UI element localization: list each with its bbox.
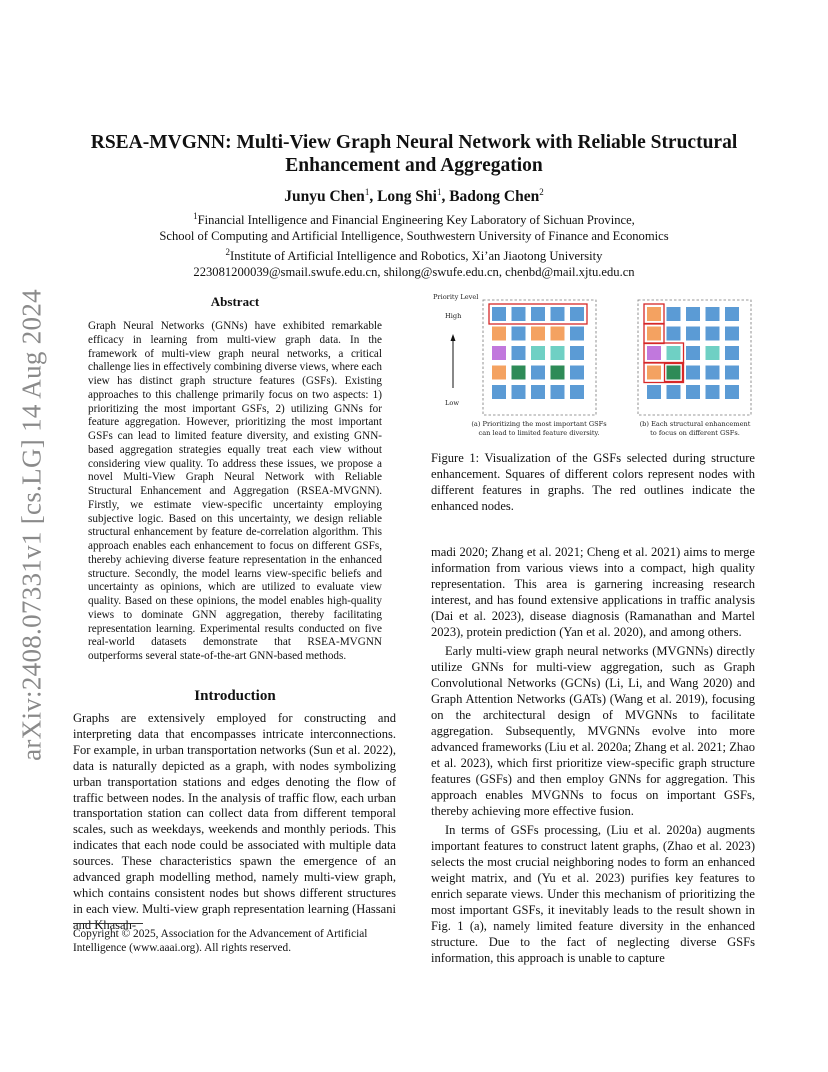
- node-square: [531, 385, 545, 399]
- node-square: [531, 307, 545, 321]
- node-square: [686, 385, 700, 399]
- paragraph: madi 2020; Zhang et al. 2021; Cheng et al. 2021) aims to merge information from various views into a compact, high quality representation. This area is garnering increasing research interest, and has found extensive applications in traffic analysis (Dai et al. 2023), disease diagnosis (Ramanathan and Martel 2023), protein prediction (Yan et al. 2020), and among others.: [431, 545, 755, 639]
- node-square: [725, 346, 739, 360]
- author-name: Junyu Chen: [284, 188, 365, 206]
- node-square: [706, 346, 720, 360]
- paper-title: [60, 131, 768, 177]
- priority-label: Priority Level: [433, 293, 479, 301]
- node-square: [551, 366, 565, 380]
- author-sup: 1: [436, 187, 442, 197]
- node-square: [706, 327, 720, 341]
- node-square: [531, 366, 545, 380]
- node-square: [551, 346, 565, 360]
- subcaption-b: (b) Each structural enhancement: [639, 420, 751, 428]
- abstract-heading: Abstract: [210, 294, 260, 309]
- node-square: [686, 366, 700, 380]
- node-square: [667, 307, 681, 321]
- node-square: [570, 327, 584, 341]
- arxiv-stamp: arXiv:2408.07331v1 [cs.LG] 14 Aug 2024: [16, 289, 47, 761]
- node-square: [570, 307, 584, 321]
- node-square: [570, 346, 584, 360]
- node-square: [512, 307, 526, 321]
- figure-caption: Figure 1: Visualization of the GSFs selected during structure enhancement. Squares of different colors represent nodes with different features in graphs. The red outlines indicate the enhanced nodes.: [431, 451, 755, 513]
- node-square: [686, 327, 700, 341]
- node-square: [706, 385, 720, 399]
- node-square: [551, 307, 565, 321]
- node-square: [512, 346, 526, 360]
- arrow-head-icon: [451, 334, 456, 341]
- node-square: [492, 307, 506, 321]
- author-name: Badong Chen: [449, 188, 540, 206]
- node-square: [647, 327, 661, 341]
- paragraph: Early multi-view graph neural networks (MVGNNs) directly utilize GNNs for multi-view aggregation, such as Graph Convolutional Networks (GCNs) (Li, Li, and Wang 2020) and Graph Attention Networks (GATs) (Wang et al. 2019), focusing on the architectural design of MVGNNs to facilitate aggregation. Subsequently, MVGNNs evolve into more advanced frameworks (Liu et al. 2020a; Zhang et al. 2021; Zhao et al. 2023), which first prioritize view-specific graph structure features (GSFs) and then employ GNNs for aggregation. This approach enables MVGNNs to focus on important GSFs, thereby achieving more effective fusion.: [431, 644, 755, 818]
- node-square: [667, 385, 681, 399]
- node-square: [492, 346, 506, 360]
- node-square: [492, 385, 506, 399]
- subcaption-b: to focus on different GSFs.: [650, 429, 740, 437]
- node-square: [512, 366, 526, 380]
- title-line: Enhancement and Aggregation: [285, 155, 543, 176]
- node-square: [570, 366, 584, 380]
- node-square: [492, 366, 506, 380]
- author-sup: 1: [364, 187, 370, 197]
- aff-sup: 1: [193, 211, 198, 221]
- node-square: [512, 327, 526, 341]
- node-square: [647, 366, 661, 380]
- node-square: [725, 385, 739, 399]
- subcaption-a: (a) Prioritizing the most important GSFs: [471, 420, 607, 428]
- node-square: [647, 307, 661, 321]
- footnote-rule: [73, 923, 143, 924]
- aff-line: School of Computing and Artificial Intelligence, Southwestern University of Finance and Economics: [159, 229, 669, 244]
- node-square: [512, 385, 526, 399]
- node-square: [647, 385, 661, 399]
- node-square: [667, 327, 681, 341]
- node-square: [551, 385, 565, 399]
- intro-heading: Introduction: [194, 688, 276, 704]
- aff-sup: 2: [225, 247, 230, 258]
- node-square: [667, 366, 681, 380]
- node-square: [570, 385, 584, 399]
- node-square: [706, 307, 720, 321]
- node-square: [706, 366, 720, 380]
- node-square: [647, 346, 661, 360]
- author-emails: 223081200039@smail.swufe.edu.cn, shilong@swufe.edu.cn, chenbd@mail.xjtu.edu.cn: [193, 265, 635, 280]
- aff-line: Institute of Artificial Intelligence and Robotics, Xi’an Jiaotong University: [230, 249, 603, 264]
- title-line: RSEA-MVGNN: Multi-View Graph Neural Network with Reliable Structural: [90, 132, 738, 153]
- node-square: [531, 327, 545, 341]
- node-square: [725, 327, 739, 341]
- author-name: Long Shi: [377, 188, 437, 206]
- right-column-body: [431, 545, 755, 967]
- node-square: [725, 307, 739, 321]
- panel-a-grid: [492, 307, 584, 399]
- high-label: High: [445, 312, 462, 320]
- paragraph: Graphs are extensively employed for constructing and interpreting data that encompasses intricate interconnections. For example, in urban transportation networks (Sun et al. 2022), data is naturally depicted as a graph, with nodes symbolizing urban transportation stations and edges denoting the flow of traffic between nodes. In the analysis of traffic flow, each urban transportation station can collect data from different temporal scales, such as weekdays, weekends and monthly periods. This indicates that each node could be associated with multiple data sources. These characteristics spawn the emergence of an advanced graph modelling method, namely multi-view graph, which contains consistent nodes but shows different structures in each view. Multi-view graph representation learning (Hassani and Khasah-: [73, 711, 396, 932]
- figure-1: [431, 288, 761, 440]
- node-square: [531, 346, 545, 360]
- panel-b-grid: [647, 307, 739, 399]
- node-square: [725, 366, 739, 380]
- aff-line: Financial Intelligence and Financial Engineering Key Laboratory of Sichuan Province,: [197, 213, 635, 228]
- node-square: [686, 346, 700, 360]
- affiliations: [60, 208, 768, 280]
- copyright-footnote: Copyright © 2025, Association for the Advancement of Artificial Intelligence (www.aaai.org). All rights reserved.: [73, 928, 368, 954]
- abstract-body: Graph Neural Networks (GNNs) have exhibited remarkable efficacy in learning from multi-view graph data. In the framework of multi-view graph neural networks, a critical challenge lies in effectively combining diverse views, where each view has distinct graph structure features (GSFs). Existing approaches to this challenge primarily focus on two aspects: 1) prioritizing the most important GSFs, 2) utilizing GNNs for feature aggregation. However, prioritizing the most important GSFs can lead to limited feature diversity, and existing GNN-based aggregation strategies equally treat each view without considering view quality. To address these issues, we propose a novel Multi-View Graph Neural Network with Reliable Structural Enhancement and Aggregation (RSEA-MVGNN). Firstly, we estimate view-specific uncertainty employing subjective logic. Based on this uncertainty, we design reliable structural enhancement by feature de-correlation algorithm. This approach enables each enhancement to focus on different GSFs, thereby achieving diverse feature representation in the enhanced structure. Secondly, the model learns view-specific beliefs and uncertainty as opinions, which are utilized to evaluate view quality. Based on these opinions, the model enables high-quality views to dominate GNN aggregation, thereby facilitating representation learning. Experimental results conducted on five real-world datasets demonstrate that RSEA-MVGNN outperforms several state-of-the-art GNN-based methods.: [88, 320, 382, 662]
- paragraph: In terms of GSFs processing, (Liu et al. 2020a) augments important features to construct latent graphs, (Zhao et al. 2023) selects the most crucial neighboring nodes to form an enhanced weight matrix, and (Yu et al. 2023) purifies key features to enrich separate views. Under this mechanism of prioritizing the most important GSFs, it inevitably leads to the result shown in Fig. 1 (a), namely limited feature diversity in the enhanced structure. Due to the fact of neglecting diverse GSFs information, this approach is unable to capture: [431, 823, 755, 965]
- intro-body: [73, 711, 396, 934]
- subcaption-a: can lead to limited feature diversity.: [478, 429, 600, 437]
- author-list: Junyu Chen$^1$, Long Shi$^1$, Badong Chen$^2$: [284, 187, 544, 206]
- node-square: [492, 327, 506, 341]
- node-square: [551, 327, 565, 341]
- low-label: Low: [445, 399, 459, 407]
- author-sup: 2: [539, 187, 544, 197]
- node-square: [686, 307, 700, 321]
- node-square: [667, 346, 681, 360]
